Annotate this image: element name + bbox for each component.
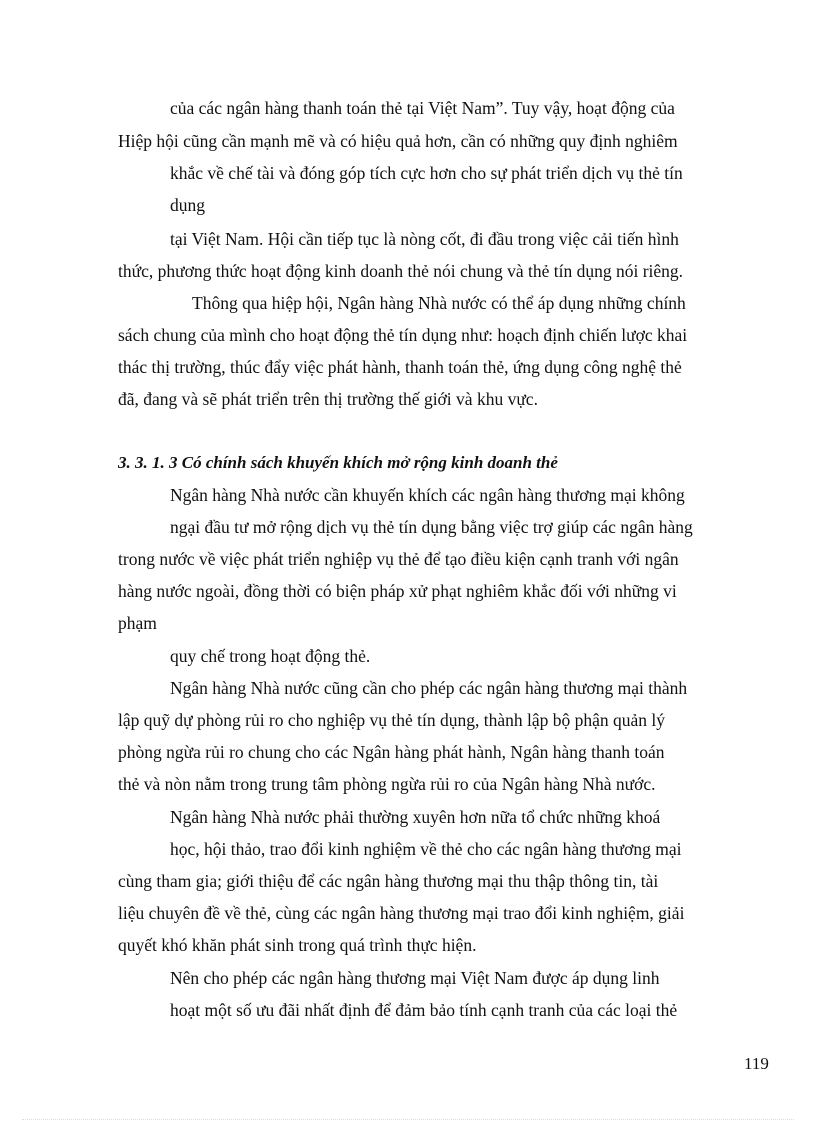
text-line: thẻ và nòn nằm trong trung tâm phòng ngừa rủi ro của Ngân hàng Nhà nước. (118, 774, 656, 794)
text-line: Ngân hàng Nhà nước phải thường xuyên hơn nữa tổ chức những khoá (170, 807, 661, 827)
text-line: Ngân hàng Nhà nước cũng cần cho phép các ngân hàng thương mại thành (170, 678, 688, 698)
section-heading: 3. 3. 1. 3 Có chính sách khuyến khích mở rộng kinh doanh thẻ (118, 453, 558, 472)
text-line: hoạt một số ưu đãi nhất định để đảm bảo tính cạnh tranh của các loại thẻ (170, 1000, 678, 1020)
text-line: quy chế trong hoạt động thẻ. (170, 646, 371, 666)
text-line: Ngân hàng Nhà nước cần khuyến khích các ngân hàng thương mại không (170, 485, 685, 505)
text-line: quyết khó khăn phát sinh trong quá trình thực hiện. (118, 935, 477, 955)
page-number: 119 (744, 1054, 769, 1073)
text-line: trong nước về việc phát triển nghiệp vụ thẻ để tạo điều kiện cạnh tranh với ngân (118, 549, 679, 569)
footer-divider (22, 1119, 794, 1120)
text-line: hàng nước ngoài, đồng thời có biện pháp xử phạt nghiêm khắc đối với những vi (118, 581, 677, 601)
text-line: phạm (118, 613, 157, 633)
text-line: học, hội thảo, trao đổi kinh nghiệm về thẻ cho các ngân hàng thương mại (170, 839, 682, 859)
text-line: Hiệp hội cũng cần mạnh mẽ và có hiệu quả hơn, cần có những quy định nghiêm (118, 131, 678, 151)
text-line: thác thị trường, thúc đẩy việc phát hành, thanh toán thẻ, ứng dụng công nghệ thẻ (118, 357, 682, 377)
text-line: Thông qua hiệp hội, Ngân hàng Nhà nước có thể áp dụng những chính (192, 293, 686, 313)
text-line: phòng ngừa rủi ro chung cho các Ngân hàng phát hành, Ngân hàng thanh toán (118, 742, 665, 762)
text-line: cùng tham gia; giới thiệu để các ngân hàng thương mại thu thập thông tin, tài (118, 871, 659, 891)
text-line: tại Việt Nam. Hội cần tiếp tục là nòng cốt, đi đầu trong việc cải tiến hình (170, 229, 679, 249)
text-line: thức, phương thức hoạt động kinh doanh thẻ nói chung và thẻ tín dụng nói riêng. (118, 261, 684, 281)
text-line: khắc về chế tài và đóng góp tích cực hơn cho sự phát triển dịch vụ thẻ tín (170, 163, 683, 183)
text-line: lập quỹ dự phòng rủi ro cho nghiệp vụ thẻ tín dụng, thành lập bộ phận quản lý (118, 710, 666, 730)
text-line: ngại đầu tư mở rộng dịch vụ thẻ tín dụng bằng việc trợ giúp các ngân hàng (170, 517, 693, 537)
text-line: Nên cho phép các ngân hàng thương mại Việt Nam được áp dụng linh (170, 968, 660, 988)
text-line: liệu chuyên đề về thẻ, cùng các ngân hàng thương mại trao đổi kinh nghiệm, giải (118, 903, 685, 923)
text-line: của các ngân hàng thanh toán thẻ tại Việt Nam”. Tuy vậy, hoạt động của (170, 98, 675, 118)
text-line: dụng (170, 195, 205, 215)
text-line: đã, đang và sẽ phát triển trên thị trường thế giới và khu vực. (118, 389, 538, 409)
text-line: sách chung của mình cho hoạt động thẻ tín dụng như: hoạch định chiến lược khai (118, 325, 688, 345)
